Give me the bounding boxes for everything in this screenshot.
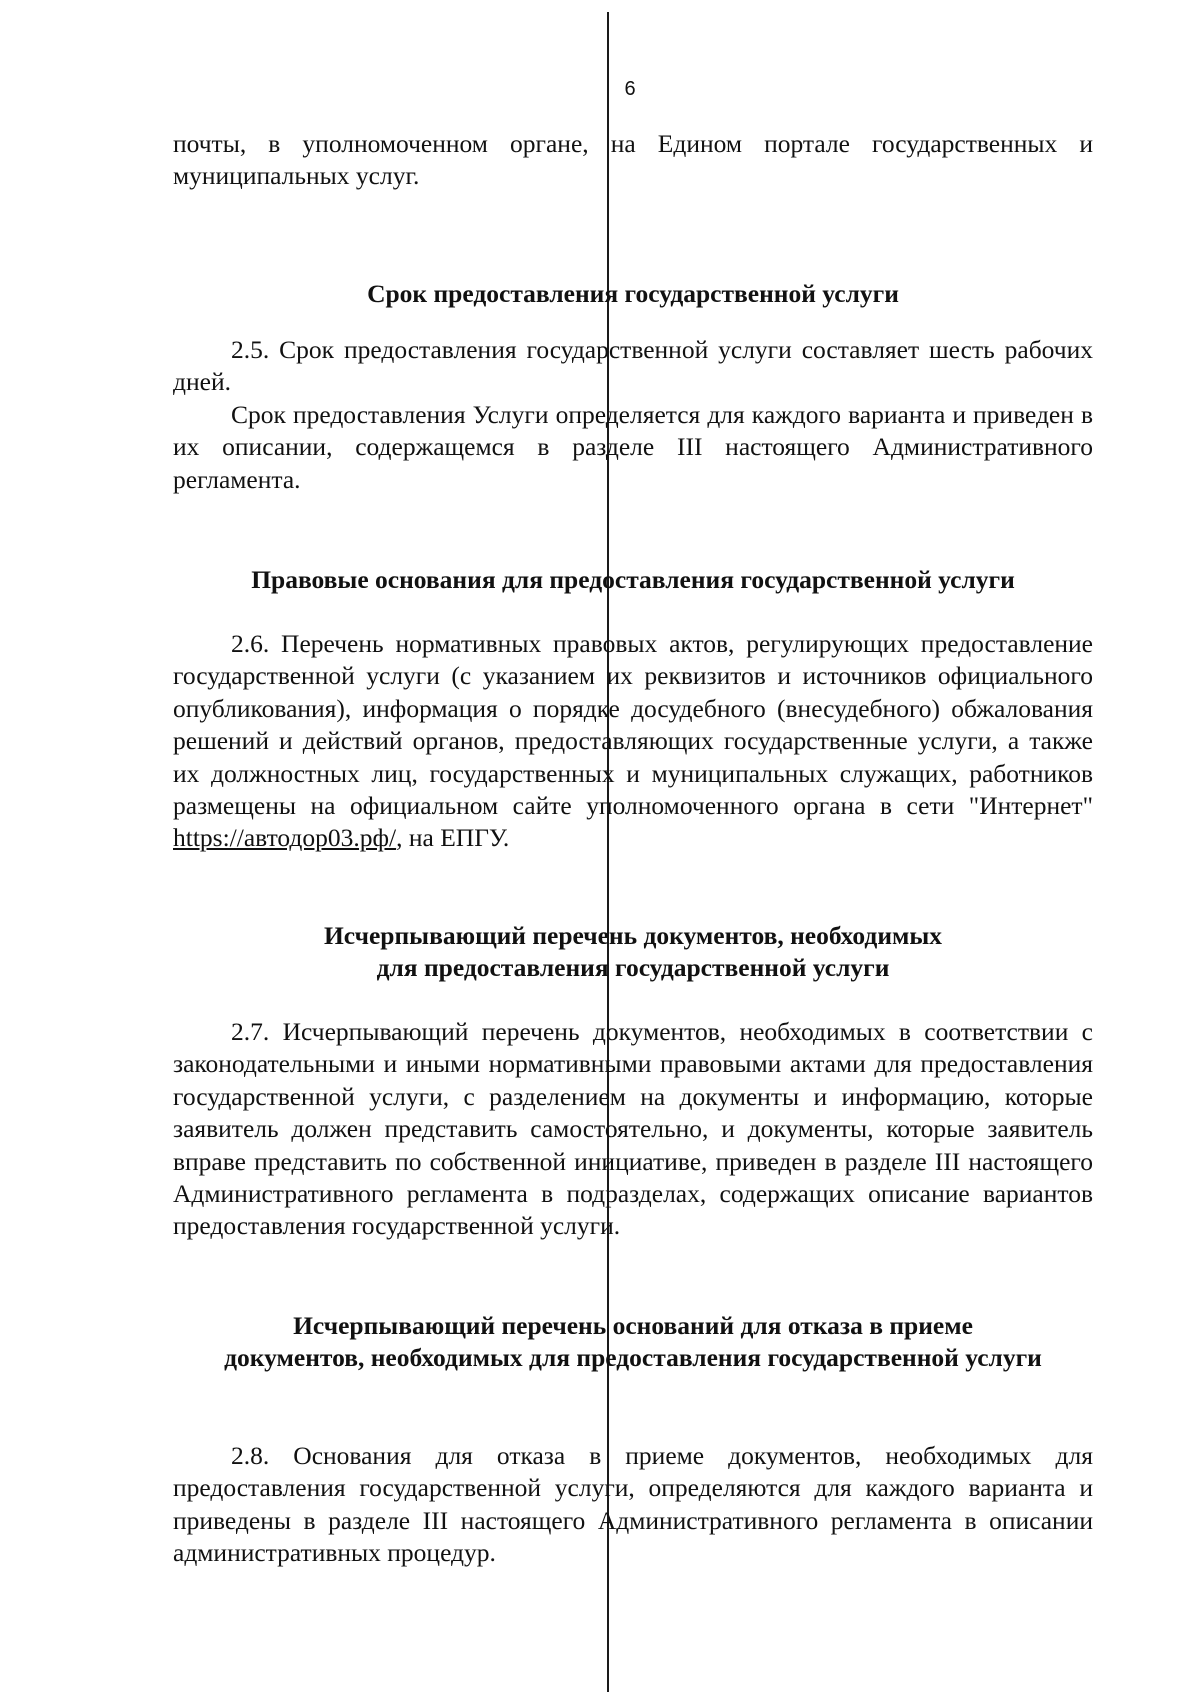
paragraph-2-8: 2.8. Основания для отказа в приеме документов, необходимых для предоставления государственной услуги, определяются для каждого варианта и приведены в разделе III настоящего Административного регламента в описании административных процедур. bbox=[173, 1441, 1093, 1568]
heading-refusal-grounds bbox=[173, 1310, 1093, 1375]
heading-refusal-line-2: документов, необходимых для предоставления государственной услуги bbox=[224, 1343, 1042, 1373]
heading-documents-line-1: Исчерпывающий перечень документов, необходимых bbox=[323, 921, 943, 950]
paragraph-2-6-tail: , на ЕПГУ. bbox=[396, 823, 510, 853]
paragraph-2-5-continued: Срок предоставления Услуги определяется для каждого варианта и приведен в их описании, содержащемся в разделе III настоящего Административного регламента. bbox=[173, 400, 1093, 494]
heading-documents-list bbox=[173, 920, 1093, 985]
official-site-link[interactable]: https://автодор03.рф/ bbox=[173, 823, 397, 853]
heading-service-term: Срок предоставления государственной услуги bbox=[367, 279, 899, 308]
intro-paragraph: почты, в уполномоченном органе, на Едином портале государственных и муниципальных услуг. bbox=[173, 129, 1093, 191]
paragraph-2-6-text: 2.6. Перечень нормативных правовых актов, регулирующих предоставление государственной услуги (с указанием их реквизитов и источников официального опубликования), информация о порядке досудебного (внесудебного) обжалования решений и действий органов, предоставляющих государственные услуги, а также их должностных лиц, государственных и муниципальных служащих, работников размещены на официальном сайте уполномоченного органа в сети "Интернет" bbox=[173, 629, 1093, 821]
page-number: 6 bbox=[624, 78, 636, 100]
paragraph-2-5: 2.5. Срок предоставления государственной услуги составляет шесть рабочих дней. bbox=[173, 335, 1093, 397]
heading-documents-line-2: для предоставления государственной услуги bbox=[376, 953, 890, 983]
paragraph-2-6 bbox=[173, 628, 1093, 855]
heading-legal-basis: Правовые основания для предоставления государственной услуги bbox=[251, 565, 1015, 594]
paragraph-2-7: 2.7. Исчерпывающий перечень документов, необходимых в соответствии с законодательными и иными нормативными правовыми актами для предоставления государственной услуги, с разделением на документы и информацию, которые заявитель должен представить самостоятельно, и документы, которые заявитель вправе представить по собственной инициативе, приведен в разделе III настоящего Административного регламента в подразделах, содержащих описание вариантов предоставления государственной услуги. bbox=[173, 1017, 1093, 1241]
heading-refusal-line-1: Исчерпывающий перечень оснований для отказа в приеме bbox=[293, 1311, 973, 1340]
